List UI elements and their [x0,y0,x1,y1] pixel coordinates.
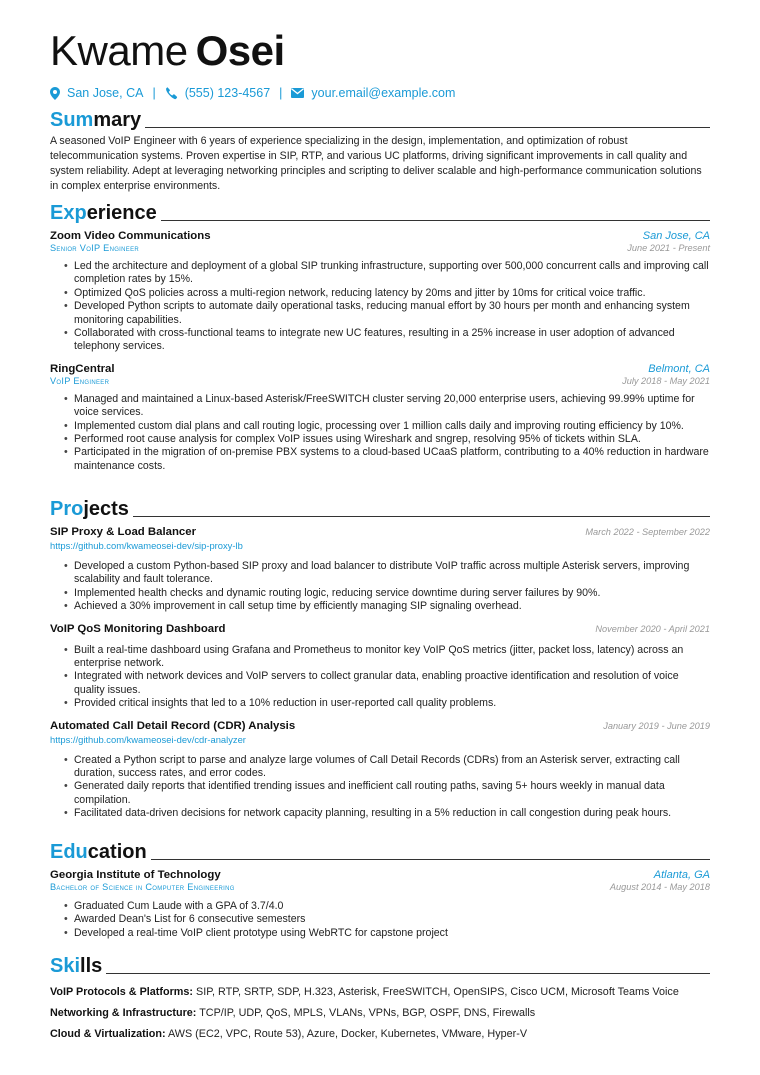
degree: Bachelor of Science in Computer Engineering [50,882,235,892]
skill-row [50,1006,710,1020]
bullet-item: • Integrated with network devices and VoIP servers to collect granular data, enabling proactive identification and resolution of voice quality issues. [64,670,710,697]
section-header [50,496,710,520]
bullet-item: • Managed and maintained a Linux-based Asterisk/FreeSWITCH cluster serving 20,000 enterprise users, achieving 99.99% uptime for voice services. [64,393,710,420]
bullet-list [64,393,710,473]
skill-row [50,985,710,999]
bullet-item: • Collaborated with cross-functional teams to integrate new UC features, resulting in a 25% increase in user adoption of advanced telephony services. [64,327,710,354]
project-entry [50,526,710,614]
bullet-item: • Graduated Cum Laude with a GPA of 3.7/4.0 [64,900,710,913]
section-divider [106,973,710,974]
bullet-list [64,900,710,940]
phone-icon [165,87,178,100]
section-title: Skills [50,955,103,977]
section-divider [161,220,710,221]
email-link[interactable]: your.email@example.com [311,86,456,100]
education-section [50,839,710,940]
skill-label: Networking & Infrastructure: [50,1007,197,1019]
experience-section [50,200,710,473]
section-title: Projects [50,498,129,520]
summary-text: A seasoned VoIP Engineer with 6 years of experience specializing in the design, implementation, and optimization of robust telecommunication systems. Proven expertise in SIP, RTP, and various UC platforms, driving significant improvements in call quality and system reliability. Adept at leveraging networking principles and scripting to deliver scalable and high-performance communication solutions in complex enterprise environments. [50,135,702,192]
contact-separator: | [279,86,283,100]
candidate-name [50,28,285,74]
bullet-item: • Performed root cause analysis for complex VoIP issues using Wireshark and sngrep, resolving 95% of tickets within SLA. [64,433,710,446]
section-header [50,839,710,863]
last-name: Osei [195,27,285,74]
school-name: Georgia Institute of Technology [50,869,221,881]
job-dates: June 2021 - Present [627,243,710,253]
bullet-item: • Led the architecture and deployment of a global SIP trunking infrastructure, supporting over 500,000 concurrent calls and improving call completion rates by 15%. [64,260,710,287]
summary-section [50,107,710,194]
section-title: Experience [50,202,157,224]
bullet-item: • Developed a custom Python-based SIP proxy and load balancer to distribute VoIP traffic across multiple Asterisk servers, improving scalability and fault tolerance. [64,560,710,587]
skills-section [50,953,710,1048]
bullet-item: • Participated in the migration of on-premise PBX systems to a cloud-based UCaaS platform, contributing to a 40% reduction in hardware maintenance costs. [64,446,710,473]
bullet-item: • Optimized QoS policies across a multi-region network, reducing latency by 20ms and jitter by 10ms for critical voice traffic. [64,287,710,300]
bullet-item: • Facilitated data-driven decisions for network capacity planning, resulting in a 5% reduction in call congestion during peak hours. [64,807,710,820]
bullet-item: • Built a real-time dashboard using Grafana and Prometheus to monitor key VoIP QoS metrics (jitter, packet loss, latency) across an enterprise network. [64,644,710,671]
section-title: Education [50,841,147,863]
bullet-list [64,260,710,354]
job-title: VoIP Engineer [50,375,110,386]
experience-entry [50,230,710,354]
projects-section [50,496,710,821]
section-header [50,200,710,224]
project-name: VoIP QoS Monitoring Dashboard [50,622,226,635]
bullet-item: • Created a Python script to parse and analyze large volumes of Call Detail Records (CDRs) from an Asterisk server, extracting call duration, success rates, and error codes. [64,754,710,781]
bullet-list [64,644,710,711]
skill-value: SIP, RTP, SRTP, SDP, H.323, Asterisk, FreeSWITCH, OpenSIPS, Cisco UCM, Microsoft Teams Voice [196,986,679,998]
bullet-list [64,754,710,821]
skill-value: AWS (EC2, VPC, Route 53), Azure, Docker, Kubernetes, VMware, Hyper-V [167,1028,528,1040]
location-text: San Jose, CA [67,86,144,100]
education-entry [50,869,710,940]
section-header [50,107,710,131]
project-link[interactable]: https://github.com/kwameosei-dev/cdr-analyzer [50,733,246,745]
skill-label: Cloud & Virtualization: [50,1028,166,1040]
job-location: Belmont, CA [648,362,710,375]
job-dates: July 2018 - May 2021 [622,375,710,386]
section-title: Summary [50,109,142,131]
project-entry [50,720,710,821]
project-name: SIP Proxy & Load Balancer [50,526,197,538]
contact-separator: | [152,86,156,100]
skill-row [50,1027,710,1041]
company-name: Zoom Video Communications [50,230,211,242]
project-dates: November 2020 - April 2021 [595,623,710,634]
bullet-item: • Implemented health checks and dynamic routing logic, reducing service downtime during server failures by 90%. [64,587,710,600]
bullet-list [64,560,710,614]
school-location: Atlanta, GA [653,869,710,881]
section-divider [133,516,710,517]
bullet-item: • Awarded Dean's List for 6 consecutive semesters [64,913,710,926]
skill-label: VoIP Protocols & Platforms: [50,986,193,998]
bullet-item: • Implemented custom dial plans and call routing logic, processing over 1 million calls daily and improving routing efficiency by 10%. [64,420,710,433]
project-name: Automated Call Detail Record (CDR) Analysis [50,719,296,732]
bullet-item: • Developed a real-time VoIP client prototype using WebRTC for capstone project [64,927,710,940]
job-location: San Jose, CA [642,230,710,242]
contact-line [50,86,455,100]
project-link[interactable]: https://github.com/kwameosei-dev/sip-proxy-lb [50,540,243,551]
section-header [50,953,710,977]
first-name: Kwame [50,27,188,74]
map-marker-icon [50,87,60,100]
envelope-icon [291,88,304,98]
skill-value: TCP/IP, UDP, QoS, MPLS, VLANs, VPNs, BGP, OSPF, DNS, Firewalls [199,1007,536,1019]
project-dates: January 2019 - June 2019 [603,720,710,731]
section-divider [151,859,710,860]
company-name: RingCentral [50,362,115,375]
experience-entry [50,363,710,473]
bullet-item: • Developed Python scripts to automate daily operational tasks, reducing manual effort by 30 hours per month and enhancing system monitoring capabilities. [64,300,710,327]
project-entry [50,623,710,711]
bullet-item: • Generated daily reports that identified trending issues and inefficient call routing paths, saving 5+ hours weekly in manual data compilation. [64,780,710,807]
bullet-item: • Achieved a 30% improvement in call setup time by efficiently managing SIP signaling overhead. [64,600,710,613]
education-dates: August 2014 - May 2018 [609,882,710,892]
bullet-item: • Provided critical insights that led to a 10% reduction in user-reported call quality problems. [64,697,710,710]
job-title: Senior VoIP Engineer [50,243,140,253]
section-divider [145,127,710,128]
project-dates: March 2022 - September 2022 [585,527,710,537]
phone-link[interactable]: (555) 123-4567 [184,86,271,100]
